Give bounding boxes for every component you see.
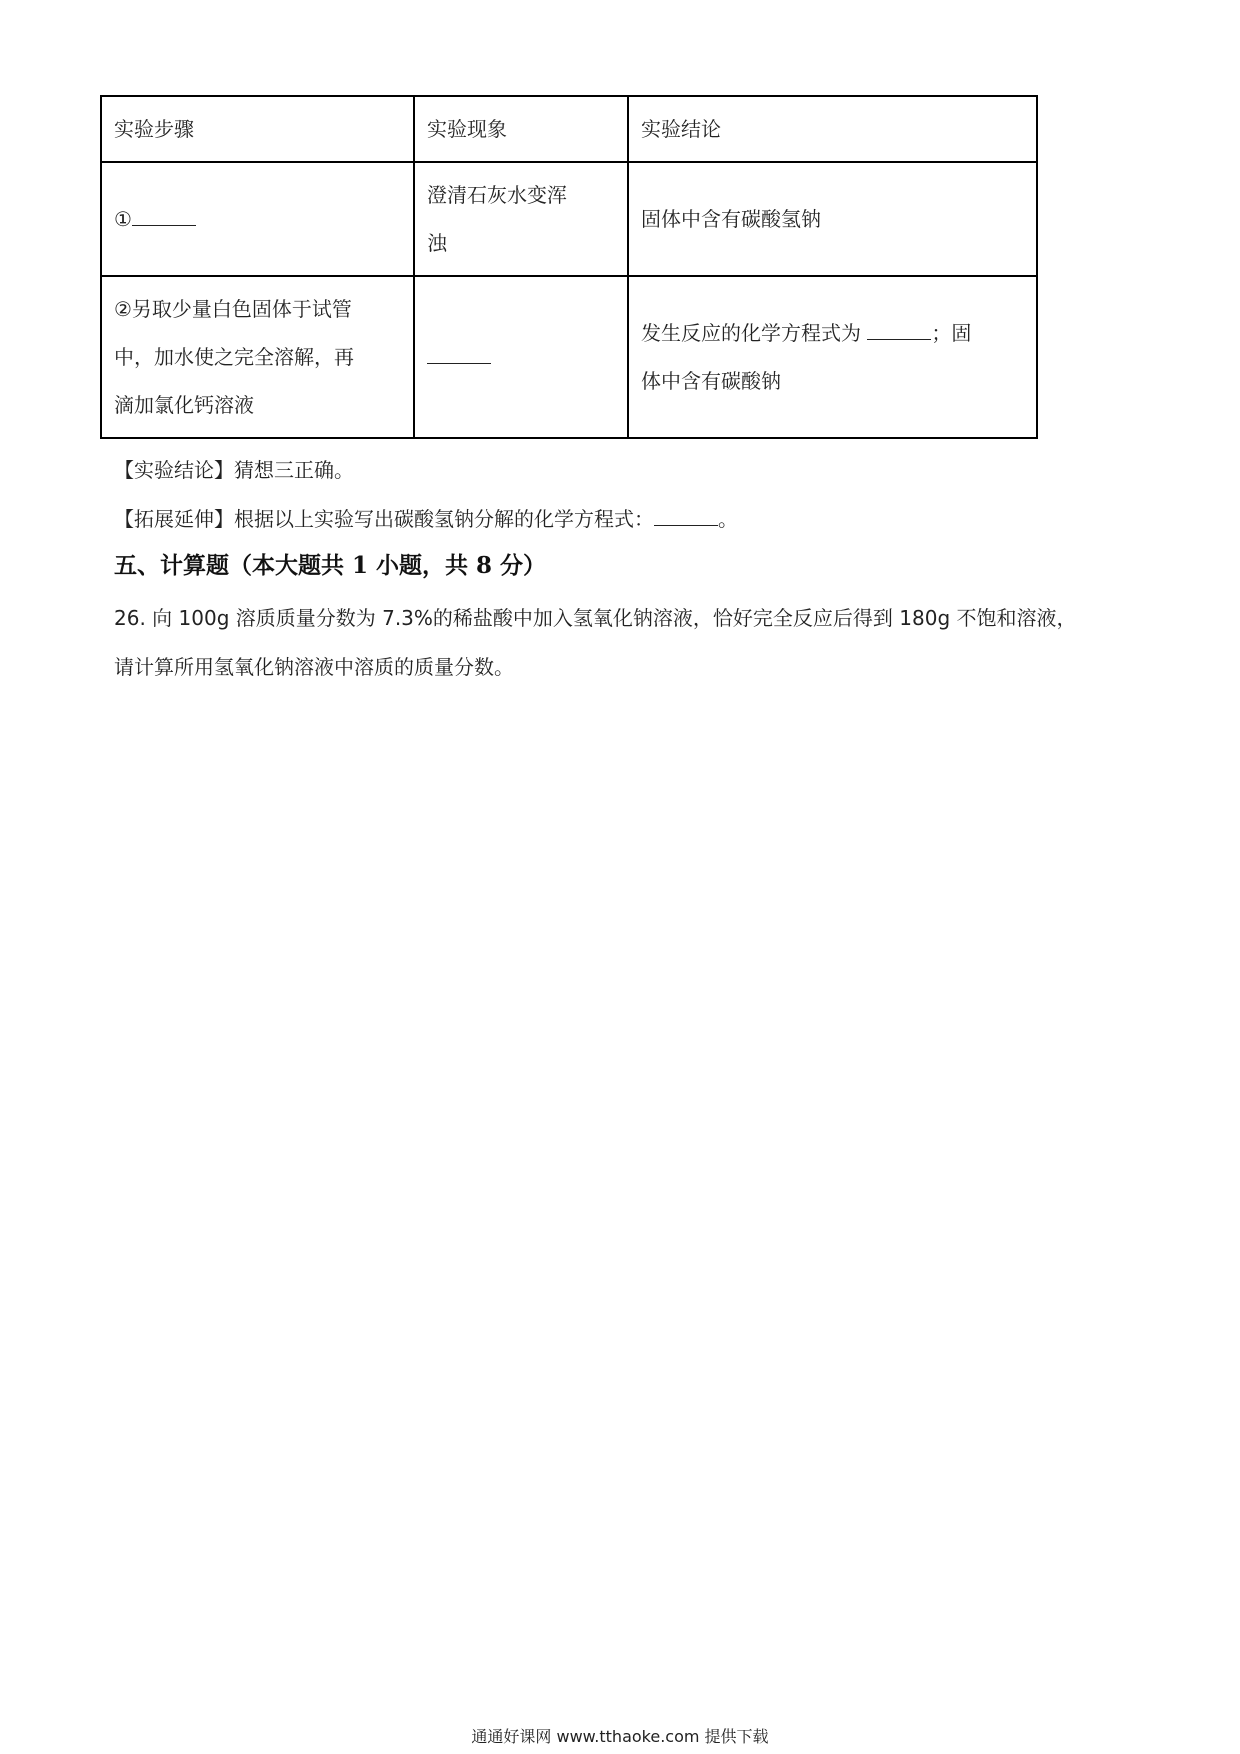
row2-conclusion-line2: 体中含有碳酸钠: [641, 369, 781, 393]
header-phenomenon: 实验现象: [414, 96, 628, 162]
extension-paragraph: [114, 503, 738, 532]
row2-step-line2: 中，加水使之完全溶解，再: [114, 345, 354, 369]
question-26-line2: 请计算所用氢氧化钠溶液中溶质的质量分数。: [114, 655, 514, 679]
header-steps: 实验步骤: [101, 96, 414, 162]
experiment-table: [100, 95, 1038, 439]
row1-phenomenon-line1: 澄清石灰水变浑: [427, 183, 567, 207]
extension-prefix: 【拓展延伸】根据以上实验写出碳酸氢钠分解的化学方程式：: [114, 507, 654, 531]
table-header-row: [101, 96, 1037, 162]
answer-blank[interactable]: [132, 207, 196, 226]
row2-phenomenon: [414, 276, 628, 438]
answer-blank[interactable]: [654, 507, 718, 526]
row2-step: [101, 276, 414, 438]
header-conclusion: 实验结论: [628, 96, 1037, 162]
row1-phenomenon: [414, 162, 628, 276]
answer-blank[interactable]: [867, 321, 931, 340]
table-row: [101, 162, 1037, 276]
row2-conclusion-line1: [641, 309, 1024, 357]
row2-conclusion-prefix: 发生反应的化学方程式为: [641, 321, 861, 345]
conclusion-paragraph: 【实验结论】猜想三正确。: [114, 458, 354, 482]
answer-blank[interactable]: [427, 345, 491, 364]
table-row: [101, 276, 1037, 438]
row1-phenomenon-line2: 浊: [427, 231, 447, 255]
row2-conclusion: [628, 276, 1037, 438]
question-26-line1: 26. 向 100g 溶质质量分数为 7.3%的稀盐酸中加入氢氧化钠溶液，恰好完全反应后得到 180g 不饱和溶液，: [114, 606, 1077, 630]
row1-step-prefix: ①: [114, 207, 132, 231]
row1-conclusion: 固体中含有碳酸氢钠: [628, 162, 1037, 276]
row1-step: [101, 162, 414, 276]
row2-step-line3: 滴加氯化钙溶液: [114, 393, 254, 417]
page-footer: 通通好课网 www.tthaoke.com 提供下载: [471, 1727, 769, 1746]
row2-conclusion-suffix: ；固: [931, 321, 972, 345]
section-heading: 五、计算题（本大题共 1 小题，共 8 分）: [114, 552, 547, 579]
row2-step-line1: ②另取少量白色固体于试管: [114, 297, 352, 321]
extension-suffix: 。: [718, 507, 738, 531]
